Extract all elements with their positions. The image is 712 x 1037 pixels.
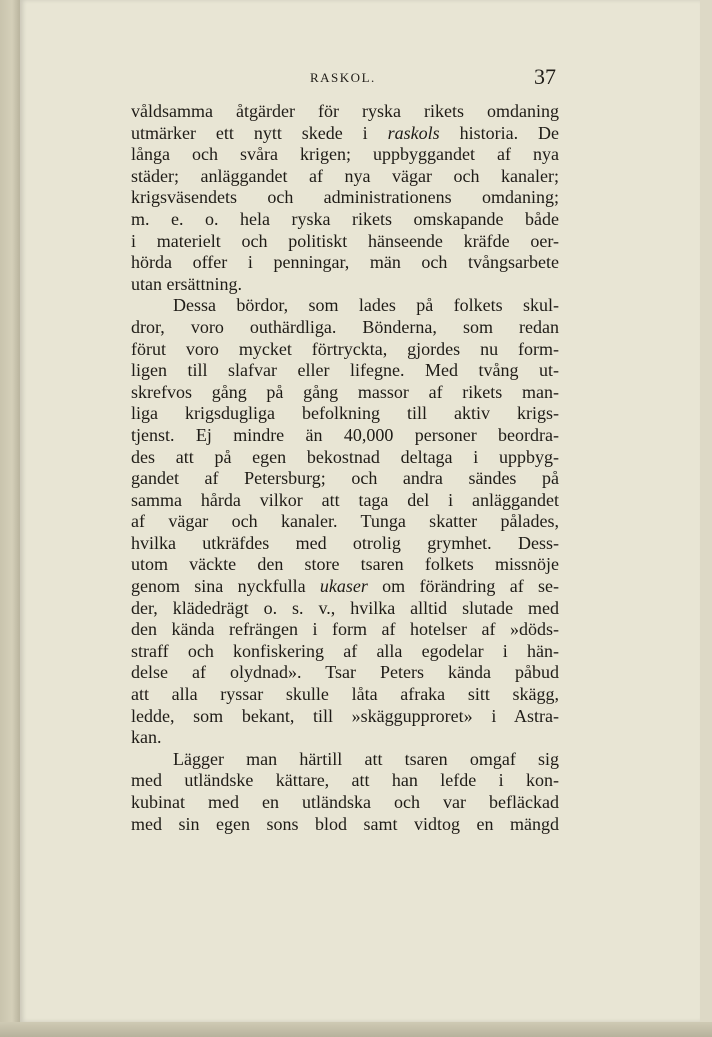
text-line: krigsväsendets och administrationens omdaning;	[131, 187, 559, 208]
text-line: hörda offer i penningar, män och tvångsarbete	[131, 252, 559, 273]
text-line: liga krigsdugliga befolkning till aktiv krigs-	[131, 403, 559, 424]
text-line: straff och konfiskering af alla egodelar i hän-	[131, 640, 559, 661]
text-line: utom väckte den store tsaren folkets missnöje	[131, 554, 559, 575]
bottom-page-edge	[0, 1022, 712, 1037]
page-number: 37	[534, 64, 556, 89]
text-line: hvilka utkräfdes med otrolig grymhet. Dess-	[131, 532, 559, 553]
left-page-edge	[0, 0, 20, 1037]
text-line: delse af olydnad». Tsar Peters kända påbud	[131, 662, 559, 683]
text-line: ledde, som bekant, till »skäggupproret» i Astra-	[131, 705, 559, 726]
text-line: kubinat med en utländska och var befläckad	[131, 792, 559, 812]
text-line: genom sina nyckfulla ukaser om förändring af se-	[131, 576, 559, 597]
text-line: des att på egen bekostnad deltaga i uppbyg-	[131, 446, 559, 467]
text-line: den kända refrängen i form af hotelser af »döds-	[131, 619, 559, 640]
paragraph-end-line: utan ersättning.	[131, 273, 242, 294]
text-line: dror, voro outhärdliga. Bönderna, som redan	[131, 316, 559, 337]
running-head: RASKOL.	[310, 70, 376, 85]
text-line: med utländske kättare, att han lefde i kon-	[131, 770, 559, 791]
text-line: långa och svåra krigen; uppbyggandet af nya	[131, 144, 559, 165]
paragraph-start-line: Dessa bördor, som lades på folkets skul-	[173, 295, 559, 316]
text-line: i materielt och politiskt hänseende kräfde oer-	[131, 230, 559, 251]
text-line: skrefvos gång på gång massor af rikets man-	[131, 381, 559, 402]
paragraph-start-line: Lägger man härtill att tsaren omgaf sig	[173, 748, 559, 769]
paragraph-end-line: kan.	[131, 727, 162, 748]
text-line: ligen till slafvar eller lifegne. Med tvång ut-	[131, 360, 559, 381]
text-line: utmärker ett nytt skede i raskols historia. De	[131, 122, 559, 143]
text-line: samma hårda vilkor att taga del i anläggandet	[131, 489, 559, 510]
text-line: med sin egen sons blod samt vidtog en mängd	[131, 813, 559, 834]
text-line: städer; anläggandet af nya vägar och kanaler;	[131, 165, 559, 186]
text-line: förut voro mycket förtryckta, gjordes nu form-	[131, 338, 559, 359]
text-line: der, klädedrägt o. s. v., hvilka alltid slutade med	[131, 597, 559, 618]
text-line: gandet af Petersburg; och andra sändes på	[131, 468, 559, 489]
text-line: af vägar och kanaler. Tunga skatter pålades,	[131, 511, 559, 532]
text-line: att alla ryssar skulle låta afraka sitt skägg,	[131, 684, 559, 705]
text-line: tjenst. Ej mindre än 40,000 personer beordra-	[131, 424, 559, 445]
text-line: m. e. o. hela ryska rikets omskapande både	[131, 208, 559, 229]
text-line: våldsamma åtgärder för ryska rikets omdaning	[131, 101, 559, 121]
body-text	[131, 101, 559, 835]
